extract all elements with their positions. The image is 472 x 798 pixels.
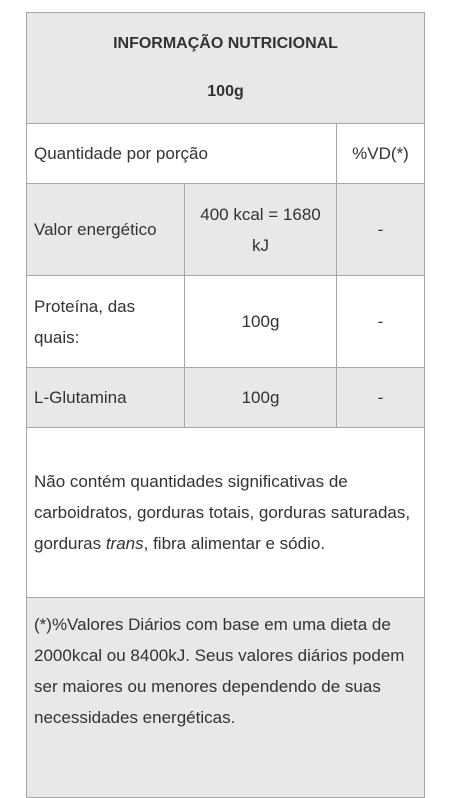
table-row <box>27 276 425 368</box>
table-title: INFORMAÇÃO NUTRICIONAL <box>113 35 338 52</box>
note-text-end: , fibra alimentar e sódio. <box>143 534 326 553</box>
nutrient-vd: - <box>337 368 425 428</box>
nutrition-table <box>26 12 425 798</box>
nutrient-name: L-Glutamina <box>27 368 185 428</box>
not-significant-note <box>27 428 425 598</box>
table-header <box>27 13 425 124</box>
nutrient-name: Valor energético <box>27 184 185 276</box>
vd-column-label: %VD(*) <box>337 124 425 184</box>
nutrient-amount: 100g <box>185 276 337 368</box>
portion-size: 100g <box>207 83 244 100</box>
nutrient-amount: 100g <box>185 368 337 428</box>
note-text-italic: trans <box>105 534 144 553</box>
nutrient-name: Proteína, das quais: <box>27 276 185 368</box>
quantity-per-portion-label: Quantidade por porção <box>27 124 337 184</box>
footnote-text: (*)%Valores Diários com base em uma dieta de 2000kcal ou 8400kJ. Seus valores diários podem ser maiores ou menores dependendo de suas necessidades energéticas. <box>34 615 405 727</box>
nutrient-vd: - <box>337 276 425 368</box>
nutrient-amount: 400 kcal = 1680 kJ <box>185 184 337 276</box>
table-row <box>27 184 425 276</box>
table-row <box>27 368 425 428</box>
note-text-start: Não contém quantidades significativas de carboidratos, gorduras totais, gorduras saturadas, gorduras <box>34 472 411 553</box>
nutrient-vd: - <box>337 184 425 276</box>
daily-values-footnote <box>27 598 425 798</box>
